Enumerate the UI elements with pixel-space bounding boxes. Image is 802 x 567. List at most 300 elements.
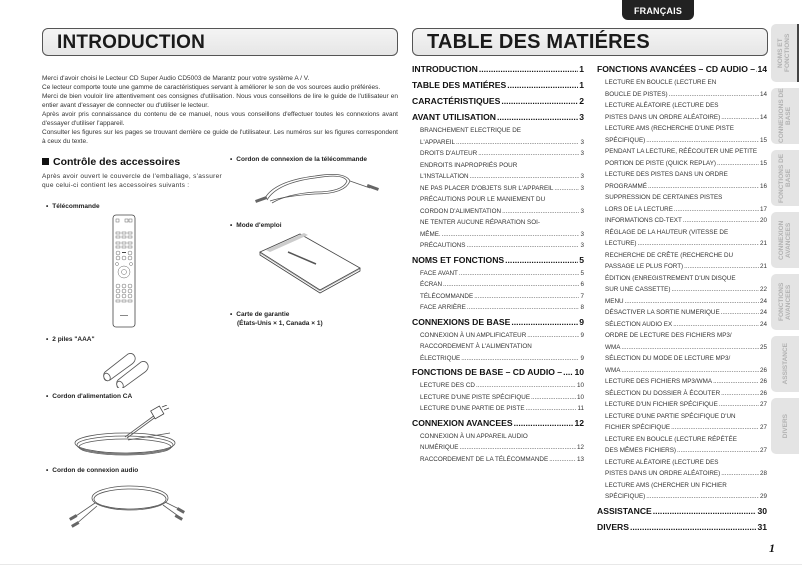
toc-section	[597, 62, 767, 503]
toc-dot-leader	[671, 284, 759, 296]
toc-dot-leader	[621, 342, 759, 354]
toc-sub-page: 21	[759, 263, 767, 270]
accessories-intro: Après avoir ouvert le couvercle de l'emballage, s'assurer que celui-ci contient les accessoires suivants :	[42, 173, 222, 189]
toc-dot-leader	[721, 307, 759, 319]
toc-sub-title-line2: CORDON D'ALIMENTATION	[420, 207, 502, 215]
toc-main-entry[interactable]	[412, 110, 584, 125]
toc-main-entry[interactable]	[412, 94, 584, 109]
toc-sub-entry[interactable]	[412, 183, 584, 195]
toc-sub-title-line1: SUPPRESSION DE CERTAINES PISTES	[605, 194, 723, 201]
toc-section	[597, 504, 767, 519]
toc-entry-title: DIVERS	[597, 521, 629, 532]
toc-sub-page: 28	[759, 470, 767, 477]
toc-dot-leader	[470, 171, 580, 183]
toc-sub-page: 22	[759, 286, 767, 293]
toc-sub-entry[interactable]	[597, 100, 767, 123]
toc-entry-page: 5	[579, 254, 584, 265]
toc-main-entry[interactable]	[412, 416, 584, 431]
toc-sub-page: 12	[576, 444, 584, 451]
toc-sub-entry[interactable]	[597, 411, 767, 434]
toc-sub-entry[interactable]	[597, 434, 767, 457]
section-tab-label: ASSISTANCE	[781, 343, 789, 385]
accessory-remote-cable-label: • Cordon de connexion de la télécommande	[230, 156, 367, 163]
bottom-divider	[0, 564, 802, 565]
toc-sub-page: 21	[759, 240, 767, 247]
toc-sub-line	[605, 376, 767, 388]
toc-sub-title-line1: PRÉCAUTIONS POUR LE MANIEMENT DU	[420, 196, 546, 203]
toc-sub-entry[interactable]	[597, 480, 767, 503]
toc-main-entry[interactable]	[412, 365, 584, 380]
toc-sub-line	[605, 319, 767, 331]
toc-sub-title: INFORMATIONS CD-TEXT	[605, 217, 682, 224]
toc-dot-leader	[505, 253, 578, 268]
square-bullet-icon	[42, 158, 49, 165]
section-tab-connexion-avancees[interactable]	[771, 212, 799, 268]
toc-dot-leader	[673, 319, 759, 331]
toc-section	[597, 520, 767, 535]
toc-sub-entry[interactable]	[597, 250, 767, 273]
introduction-title: INTRODUCTION	[42, 28, 398, 56]
toc-sub-line	[420, 454, 584, 466]
toc-sub-line2	[605, 422, 767, 434]
toc-dot-leader	[442, 229, 580, 241]
toc-dot-leader	[459, 442, 576, 454]
toc-sub-line	[420, 268, 584, 280]
introduction-body	[42, 74, 398, 146]
toc-sub-entry[interactable]	[597, 296, 767, 308]
toc-sub-entry[interactable]	[597, 399, 767, 411]
toc-sub-title-line2: PASSAGE LE PLUS FORT)	[605, 263, 684, 270]
toc-sub-line	[420, 380, 584, 392]
toc-dot-leader	[456, 137, 579, 149]
toc-sub-entry[interactable]	[412, 454, 584, 466]
toc-section	[412, 94, 584, 109]
toc-sub-page: 27	[759, 447, 767, 454]
toc-sub-page: 16	[759, 182, 767, 190]
toc-sub-page: 24	[759, 297, 767, 305]
power-cord-illustration	[70, 405, 185, 460]
toc-entry-title: FONCTIONS DE BASE – CD AUDIO –	[412, 367, 563, 377]
toc-dot-leader	[684, 261, 759, 273]
toc-sub-line2	[605, 89, 767, 101]
toc-title: TABLE DES MATIÉRES	[412, 28, 768, 56]
toc-entry-title: TABLE DES MATIÉRES	[412, 80, 507, 90]
toc-dot-leader	[511, 315, 578, 330]
toc-sub-entry[interactable]	[597, 307, 767, 319]
toc-sub-page: 15	[759, 159, 767, 167]
toc-sub-page: 10	[576, 393, 584, 401]
section-tab-label: NOMS ET FONCTIONS	[777, 33, 791, 73]
toc-dot-leader	[669, 89, 759, 101]
toc-dot-leader	[653, 504, 757, 519]
section-tab-divers[interactable]	[771, 398, 799, 454]
toc-sub-line2	[420, 137, 584, 149]
toc-sub-entry[interactable]	[412, 240, 584, 252]
toc-sub-entry[interactable]	[597, 330, 767, 353]
section-tab-label: FONCTIONS AVANCEES	[778, 282, 792, 322]
toc-section	[412, 416, 584, 466]
toc-sub-line	[420, 403, 584, 415]
toc-sub-entry[interactable]	[412, 279, 584, 291]
toc-sub-page: 7	[580, 292, 584, 300]
toc-sub-title-line1: RACCORDEMENT À L'ALIMENTATION	[420, 343, 532, 350]
toc-sub-line	[605, 399, 767, 411]
toc-sub-line2	[605, 238, 767, 250]
toc-sub-page: 27	[759, 424, 767, 431]
toc-sub-entry[interactable]	[597, 376, 767, 388]
toc-sub-page: 26	[759, 378, 767, 385]
toc-sub-page: 17	[759, 205, 767, 213]
toc-sub-title-line2: WMA	[605, 343, 621, 351]
toc-sub-title: TÉLÉCOMMANDE	[420, 292, 474, 300]
toc-right-column	[597, 62, 767, 536]
toc-sub-entry[interactable]	[412, 217, 584, 240]
toc-sub-entry[interactable]	[597, 388, 767, 400]
toc-main-entry[interactable]	[412, 78, 584, 93]
toc-sub-title: SÉLECTION AUDIO EX	[605, 320, 673, 328]
toc-dot-leader	[719, 399, 759, 411]
toc-entry-title: FONCTIONS AVANCÉES – CD AUDIO –	[597, 64, 756, 74]
toc-sub-page: 3	[580, 173, 584, 180]
page-number: 1	[769, 541, 775, 555]
section-tab-fonctions-avancees[interactable]	[771, 274, 799, 330]
toc-dot-leader	[514, 416, 574, 431]
toc-sub-line2	[605, 491, 767, 503]
toc-sub-title: LECTURE D'UNE PARTIE DE PISTE	[420, 405, 525, 412]
section-tab-label: CONNEXIONS DE BASE	[778, 88, 792, 144]
toc-sub-page: 3	[580, 230, 584, 238]
toc-sub-line	[605, 388, 767, 400]
toc-sub-title-line1: LECTURE D'UNE PARTIE SPÉCIFIQUE D'UN	[605, 412, 736, 420]
toc-main-entry[interactable]	[412, 315, 584, 330]
toc-sub-title: RACCORDEMENT DE LA TÉLÉCOMMANDE	[420, 455, 549, 463]
toc-sub-title-line1: LECTURE DES PISTES DANS UN ORDRE	[605, 171, 728, 178]
remote-control-illustration	[112, 214, 136, 328]
audio-cable-illustration	[65, 478, 190, 528]
toc-sub-title-line2: BOUCLE DE PISTES)	[605, 90, 668, 98]
toc-sub-line2	[605, 445, 767, 457]
accessories-heading	[42, 156, 180, 168]
toc-sub-entry[interactable]	[597, 273, 767, 296]
toc-dot-leader	[671, 422, 759, 434]
toc-entry-title: CONNEXION AVANCEES	[412, 417, 513, 428]
intro-paragraph: Merci de bien vouloir lire attentivement ces consignes d'utilisation. Nous vous conseillons de lire le guide de l'utilisateur en entier avant d'essayer de connecter ou d'utiliser le lecteur.	[42, 93, 398, 109]
toc-sub-title-line2: SPÉCIFIQUE)	[605, 136, 646, 144]
toc-section	[412, 62, 584, 77]
toc-sub-entry[interactable]	[412, 431, 584, 454]
toc-sub-page: 11	[577, 405, 584, 412]
toc-sub-title-line1: ÉDITION (ENREGISTREMENT D'UN DISQUE	[605, 274, 736, 282]
toc-section	[412, 365, 584, 415]
toc-sub-title-line1: LECTURE ALÉATOIRE (LECTURE DES	[605, 458, 719, 466]
toc-sub-page: 5	[580, 269, 584, 277]
toc-sub-title-line2: PORTION DE PISTE (QUICK REPLAY)	[605, 159, 717, 167]
toc-sub-page: 6	[580, 281, 584, 288]
toc-section	[412, 110, 584, 252]
toc-sub-line	[420, 302, 584, 314]
toc-sub-entry[interactable]	[597, 77, 767, 100]
batteries-illustration	[100, 350, 155, 388]
toc-dot-leader	[721, 468, 759, 480]
toc-sub-page: 9	[580, 331, 584, 339]
toc-entry-title: INTRODUCTION	[412, 64, 478, 74]
toc-dot-leader	[549, 454, 576, 466]
toc-sub-line2	[605, 342, 767, 354]
toc-dot-leader	[466, 240, 579, 252]
toc-sub-line	[605, 307, 767, 319]
toc-sub-entry[interactable]	[597, 215, 767, 227]
toc-section	[412, 315, 584, 365]
toc-entry-page: 30	[757, 505, 767, 516]
toc-sub-entry[interactable]	[412, 330, 584, 342]
toc-entry-page: 31	[757, 521, 767, 532]
toc-sub-title: DÉSACTIVER LA SORTIE NUMERIQUE	[605, 309, 720, 316]
toc-dot-leader	[683, 215, 759, 227]
toc-sub-title-line1: PENDANT LA LECTURE, RÉÉCOUTER UNE PETITE	[605, 148, 758, 155]
toc-entry-page: 10	[574, 367, 584, 377]
section-tabs	[771, 24, 802, 460]
toc-sub-title-line1: SÉLECTION DU MODE DE LECTURE MP3/	[605, 355, 731, 362]
toc-dot-leader	[721, 388, 759, 400]
toc-sub-title-line2: FICHIER SPÉCIFIQUE	[605, 424, 671, 431]
toc-sub-page: 20	[759, 217, 767, 224]
toc-sub-entry[interactable]	[412, 341, 584, 364]
section-tab-fonctions-de-base[interactable]	[771, 150, 799, 206]
toc-sub-line2	[605, 468, 767, 480]
toc-main-entry[interactable]	[412, 62, 584, 77]
accessory-audio-cable-label: • Cordon de connexion audio	[46, 467, 138, 474]
toc-sub-title: MENU	[605, 297, 624, 305]
toc-entry-title: CONNEXIONS DE BASE	[412, 316, 511, 327]
toc-entry-page: 1	[579, 64, 584, 74]
toc-entry-page: 1	[579, 80, 584, 90]
toc-sub-line2	[420, 353, 584, 365]
toc-sub-entry[interactable]	[412, 125, 584, 148]
section-tab-connexions-de-base[interactable]	[771, 88, 799, 144]
toc-dot-leader	[717, 158, 759, 170]
toc-sub-line2	[420, 206, 584, 218]
toc-sub-line2	[605, 135, 767, 147]
toc-sub-line	[420, 148, 584, 160]
toc-sub-entry[interactable]	[597, 457, 767, 480]
toc-sub-line	[420, 279, 584, 291]
section-tab-label: DIVERS	[781, 413, 789, 439]
toc-sub-title: PRÉCAUTIONS	[420, 242, 466, 249]
toc-sub-title-line2: ÉLECTRIQUE	[420, 354, 461, 362]
toc-sub-entry[interactable]	[597, 123, 767, 146]
toc-sub-line	[420, 240, 584, 252]
toc-dot-leader	[677, 445, 759, 457]
toc-dot-leader	[646, 135, 759, 147]
toc-sub-entry[interactable]	[597, 319, 767, 331]
toc-sub-entry[interactable]	[597, 353, 767, 376]
toc-sub-page: 24	[759, 309, 767, 316]
toc-sub-entry[interactable]	[412, 194, 584, 217]
toc-sub-title-line1: RÉGLAGE DE LA HAUTEUR (VITESSE DE	[605, 228, 729, 236]
toc-dot-leader	[630, 520, 756, 535]
toc-sub-line	[605, 215, 767, 227]
toc-sub-entry[interactable]	[597, 169, 767, 192]
toc-sub-line	[605, 296, 767, 308]
toc-sub-title-line2: PISTES DANS UN ORDRE ALÉATOIRE)	[605, 113, 721, 121]
toc-sub-page: 3	[580, 138, 584, 146]
accessory-batteries-label: • 2 piles "AAA"	[46, 336, 95, 343]
toc-sub-title-line2: L'INSTALLATION	[420, 173, 469, 180]
toc-sub-entry[interactable]	[597, 192, 767, 215]
toc-dot-leader	[563, 365, 573, 380]
toc-dot-leader	[646, 491, 759, 503]
toc-sub-page: 26	[759, 389, 767, 397]
toc-sub-page: 14	[759, 113, 767, 121]
toc-sub-page: 14	[759, 90, 767, 98]
section-tab-assistance[interactable]	[771, 336, 799, 392]
toc-entry-title: CARACTÉRISTIQUES	[412, 96, 501, 106]
toc-sub-title-line2: WMA	[605, 366, 621, 374]
accessory-manual-label: • Mode d'emploi	[230, 222, 282, 229]
toc-sub-entry[interactable]	[412, 380, 584, 392]
toc-sub-page: 13	[576, 455, 584, 463]
toc-section	[412, 253, 584, 314]
toc-dot-leader	[479, 62, 578, 77]
intro-paragraph: Merci d'avoir choisi le Lecteur CD Super Audio CD5003 de Marantz pour votre système A / V.	[42, 75, 310, 82]
toc-sub-line	[420, 392, 584, 404]
toc-sub-entry[interactable]	[412, 403, 584, 415]
toc-dot-leader	[497, 110, 578, 125]
toc-sub-title-line2: LORS DE LA LECTURE	[605, 205, 673, 213]
toc-sub-entry[interactable]	[597, 146, 767, 169]
toc-dot-leader	[674, 204, 759, 216]
remote-cable-illustration	[245, 166, 385, 206]
accessories-heading-text: Contrôle des accessoires	[53, 156, 181, 168]
toc-sub-page: 3	[580, 184, 584, 192]
toc-sub-page: 10	[576, 382, 584, 389]
toc-sub-title-line1: CONNEXION À UN APPAREIL AUDIO	[420, 432, 528, 440]
toc-dot-leader	[474, 291, 579, 303]
toc-sub-title-line2: PROGRAMMÉ	[605, 182, 647, 190]
toc-sub-line2	[420, 229, 584, 241]
toc-sub-title-line1: LECTURE EN BOUCLE (LECTURE RÉPÉTÉE	[605, 435, 737, 443]
toc-dot-leader	[713, 376, 759, 388]
toc-sub-line	[420, 183, 584, 195]
toc-sub-title: NE PAS PLACER D'OBJETS SUR L'APPAREIL	[420, 184, 554, 192]
toc-sub-line2	[420, 171, 584, 183]
toc-sub-entry[interactable]	[412, 268, 584, 280]
toc-dot-leader	[467, 302, 580, 314]
toc-sub-title-line2: LECTURE)	[605, 240, 637, 247]
toc-sub-page: 29	[759, 493, 767, 500]
toc-sub-line2	[605, 112, 767, 124]
toc-sub-title-line1: LECTURE ALÉATOIRE (LECTURE DES	[605, 102, 719, 109]
toc-sub-page: 26	[759, 366, 767, 374]
toc-sub-entry[interactable]	[597, 227, 767, 250]
toc-sub-line	[420, 291, 584, 303]
toc-sub-entry[interactable]	[412, 392, 584, 404]
toc-sub-page: 3	[580, 242, 584, 249]
toc-sub-title: FACE ARRIÈRE	[420, 304, 466, 311]
toc-sub-title-line1: NE TENTER AUCUNE RÉPARATION SOI-	[420, 219, 541, 226]
language-tab: FRANÇAIS	[622, 0, 694, 20]
section-tab-label: FONCTIONS DE BASE	[778, 153, 792, 203]
toc-sub-page: 25	[759, 343, 767, 351]
toc-sub-title: CONNEXION À UN AMPLIFICATEUR	[420, 331, 527, 339]
toc-sub-page: 9	[580, 354, 584, 362]
toc-sub-title: ÉCRAN	[420, 281, 443, 288]
toc-sub-entry[interactable]	[412, 291, 584, 303]
toc-sub-line2	[605, 284, 767, 296]
manual-illustration	[258, 232, 363, 294]
toc-dot-leader	[459, 268, 580, 280]
toc-sub-line2	[605, 365, 767, 377]
toc-sub-title: LECTURE DES FICHIERS MP3/WMA	[605, 378, 713, 385]
toc-sub-entry[interactable]	[412, 302, 584, 314]
toc-section	[412, 78, 584, 93]
toc-sub-title-line1: BRANCHEMENT ELECTRIQUE DE	[420, 127, 521, 134]
toc-sub-page: 3	[580, 207, 584, 215]
toc-dot-leader	[443, 279, 579, 291]
toc-sub-title-line1: LECTURE EN BOUCLE (LECTURE EN	[605, 79, 717, 86]
toc-dot-leader	[625, 296, 759, 308]
toc-sub-page: 27	[759, 401, 767, 408]
section-tab-label: CONNEXION AVANCEES	[778, 220, 792, 260]
accessory-power-cord-label: • Cordon d'alimentation CA	[46, 393, 132, 400]
toc-dot-leader	[461, 353, 579, 365]
toc-sub-title-line2: L'APPAREIL	[420, 138, 456, 146]
accessory-remote-label: • Télécommande	[46, 203, 100, 210]
toc-sub-title: LECTURE DES CD	[420, 382, 475, 389]
toc-sub-title: LECTURE D'UN FICHIER SPÉCIFIQUE	[605, 401, 718, 408]
toc-main-entry[interactable]	[597, 520, 767, 535]
toc-main-entry[interactable]	[597, 62, 767, 77]
toc-sub-page: 8	[580, 304, 584, 311]
toc-dot-leader	[554, 183, 579, 195]
toc-main-entry[interactable]	[412, 253, 584, 268]
toc-sub-entry[interactable]	[412, 160, 584, 183]
toc-dot-leader	[501, 94, 578, 109]
toc-main-entry[interactable]	[597, 504, 767, 519]
toc-sub-entry[interactable]	[412, 148, 584, 160]
toc-dot-leader	[502, 206, 579, 218]
toc-sub-title: FACE AVANT	[420, 269, 458, 277]
toc-sub-title-line1: RECHERCHE DE CRÊTE (RECHERCHE DU	[605, 251, 734, 259]
toc-entry-page: 9	[579, 316, 584, 327]
toc-entry-title: AVANT UTILISATION	[412, 112, 497, 122]
toc-sub-page: 15	[759, 136, 767, 144]
toc-sub-title-line2: NUMÉRIQUE	[420, 444, 459, 451]
toc-sub-title-line2: SPÉCIFIQUE)	[605, 493, 646, 500]
toc-entry-page: 12	[574, 417, 584, 428]
toc-sub-title: LECTURE D'UNE PISTE SPÉCIFIQUE	[420, 393, 531, 401]
toc-dot-leader	[721, 112, 759, 124]
toc-entry-title: NOMS ET FONCTIONS	[412, 254, 505, 265]
toc-dot-leader	[526, 403, 577, 415]
toc-entry-page: 14	[757, 64, 767, 74]
toc-sub-title-line2: DES MÊMES FICHIERS)	[605, 447, 677, 454]
toc-dot-leader	[638, 238, 759, 250]
toc-sub-page: 3	[580, 150, 584, 157]
toc-sub-title-line1: LECTURE AMS (CHERCHER UN FICHIER	[605, 481, 727, 489]
toc-sub-line2	[605, 204, 767, 216]
intro-paragraph: Après avoir pris connaissance du contenu de ce manuel, nous vous conseillons d'effectuer toutes les connexions avant d'essayer d'utiliser l'appareil.	[42, 111, 398, 127]
toc-entry-page: 3	[579, 112, 584, 122]
toc-sub-page: 24	[759, 320, 767, 328]
toc-dot-leader	[476, 380, 576, 392]
toc-sub-line2	[420, 442, 584, 454]
toc-sub-title-line1: LECTURE AMS (RECHERCHE D'UNE PISTE	[605, 125, 734, 132]
toc-dot-leader	[531, 392, 576, 404]
toc-sub-title-line2: MÊME.	[420, 230, 441, 238]
toc-sub-title: SÉLECTION DU DOSSIER À ÉCOUTER	[605, 389, 721, 397]
section-tab-noms-et-fonctions[interactable]	[771, 24, 799, 82]
